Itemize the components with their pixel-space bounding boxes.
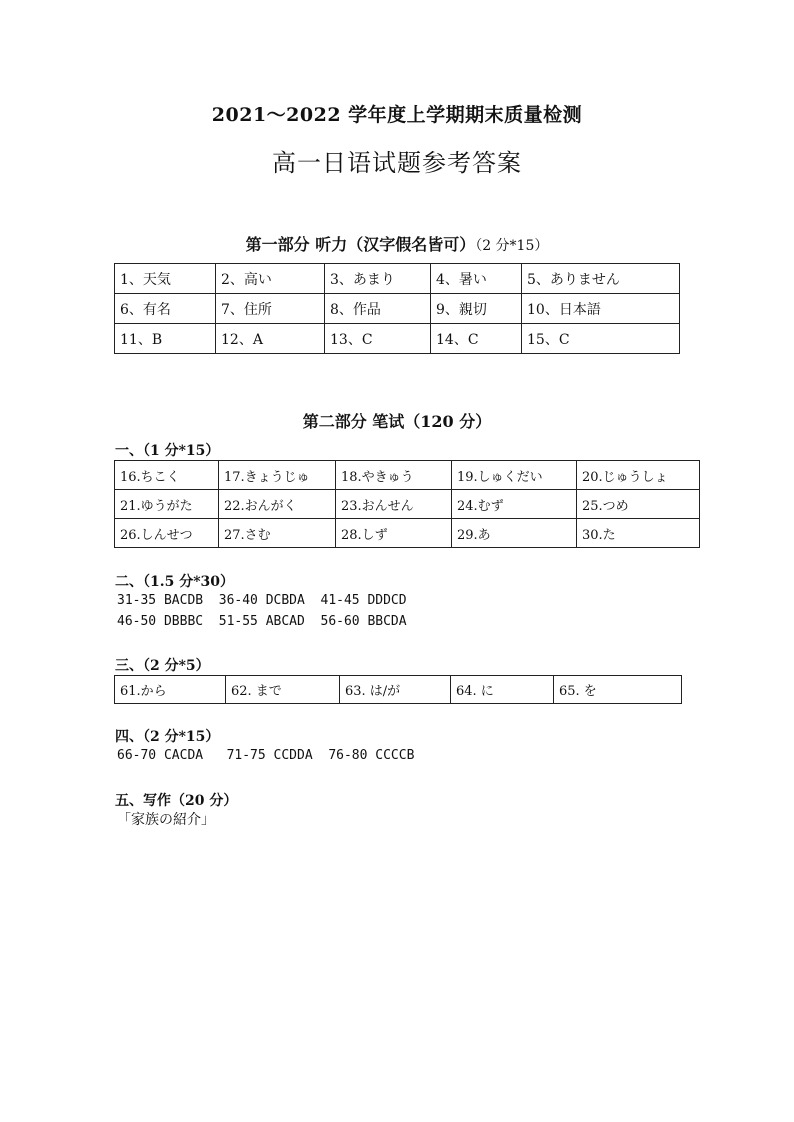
part1-heading — [0, 232, 794, 255]
exam-title: 2021～2022 学年度上学期期末质量检测 — [211, 104, 583, 126]
answer-cell: 23.おんせん — [336, 490, 452, 519]
answer-cell: 3、あまり — [325, 264, 431, 294]
section4-line-1: 66-70 CACDA 71-75 CCDDA 76-80 CCCCB — [117, 748, 415, 763]
section2-line-1: 31-35 BACDB 36-40 DCBDA 41-45 DDDCD — [117, 593, 407, 608]
answer-cell: 28.しず — [336, 519, 452, 548]
answer-cell: 10、日本語 — [522, 294, 680, 324]
answer-cell: 7、住所 — [216, 294, 325, 324]
part2-heading: 第二部分 笔试（120 分） — [302, 412, 492, 431]
answer-cell: 61.から — [115, 676, 226, 704]
answer-cell: 1、天気 — [115, 264, 216, 294]
answer-cell: 2、高い — [216, 264, 325, 294]
answer-cell: 65. を — [554, 676, 682, 704]
section3-label: 三、（2 分*5） — [115, 658, 210, 674]
answer-cell: 62. まで — [226, 676, 340, 704]
answer-cell: 13、C — [325, 324, 431, 354]
answer-cell: 20.じゅうしょ — [577, 461, 700, 490]
answer-cell: 22.おんがく — [219, 490, 336, 519]
answer-cell: 30.た — [577, 519, 700, 548]
part1-heading-text: 第一部分 听力（汉字假名皆可） — [245, 235, 476, 254]
answer-cell: 26.しんせつ — [115, 519, 219, 548]
table-row — [115, 294, 680, 324]
answer-cell: 12、A — [216, 324, 325, 354]
answer-cell: 6、有名 — [115, 294, 216, 324]
section1-table — [114, 460, 700, 548]
answer-cell: 18.やきゅう — [336, 461, 452, 490]
answer-cell: 8、作品 — [325, 294, 431, 324]
table-row — [115, 264, 680, 294]
answer-cell: 21.ゆうがた — [115, 490, 219, 519]
answer-cell: 27.さむ — [219, 519, 336, 548]
part1-table — [114, 263, 680, 354]
section2-label: 二、（1.5 分*30） — [115, 574, 235, 590]
section5-label: 五、写作（20 分） — [115, 793, 238, 809]
answer-cell: 15、C — [522, 324, 680, 354]
answer-cell: 4、暑い — [431, 264, 522, 294]
answer-cell: 64. に — [451, 676, 554, 704]
section1-label: 一、（1 分*15） — [115, 443, 220, 459]
answer-cell: 14、C — [431, 324, 522, 354]
answer-cell: 63. は/が — [340, 676, 451, 704]
answer-cell: 19.しゅくだい — [452, 461, 577, 490]
section4-label: 四、（2 分*15） — [115, 729, 220, 745]
table-row — [115, 324, 680, 354]
table-row — [115, 519, 700, 548]
answer-cell: 9、親切 — [431, 294, 522, 324]
writing-topic: 「家族の紹介」 — [117, 812, 215, 828]
section3-table — [114, 675, 682, 704]
answer-cell: 29.あ — [452, 519, 577, 548]
answer-cell: 5、ありません — [522, 264, 680, 294]
part1-points: （2 分*15） — [475, 238, 549, 254]
answer-cell: 16.ちこく — [115, 461, 219, 490]
answer-cell: 24.むず — [452, 490, 577, 519]
answer-cell: 11、B — [115, 324, 216, 354]
answer-cell: 25.つめ — [577, 490, 700, 519]
section2-line-2: 46-50 DBBBC 51-55 ABCAD 56-60 BBCDA — [117, 614, 407, 629]
answer-cell: 17.きょうじゅ — [219, 461, 336, 490]
table-row — [115, 676, 682, 704]
table-row — [115, 461, 700, 490]
answer-key-title: 高一日语试题参考答案 — [272, 149, 522, 177]
table-row — [115, 490, 700, 519]
